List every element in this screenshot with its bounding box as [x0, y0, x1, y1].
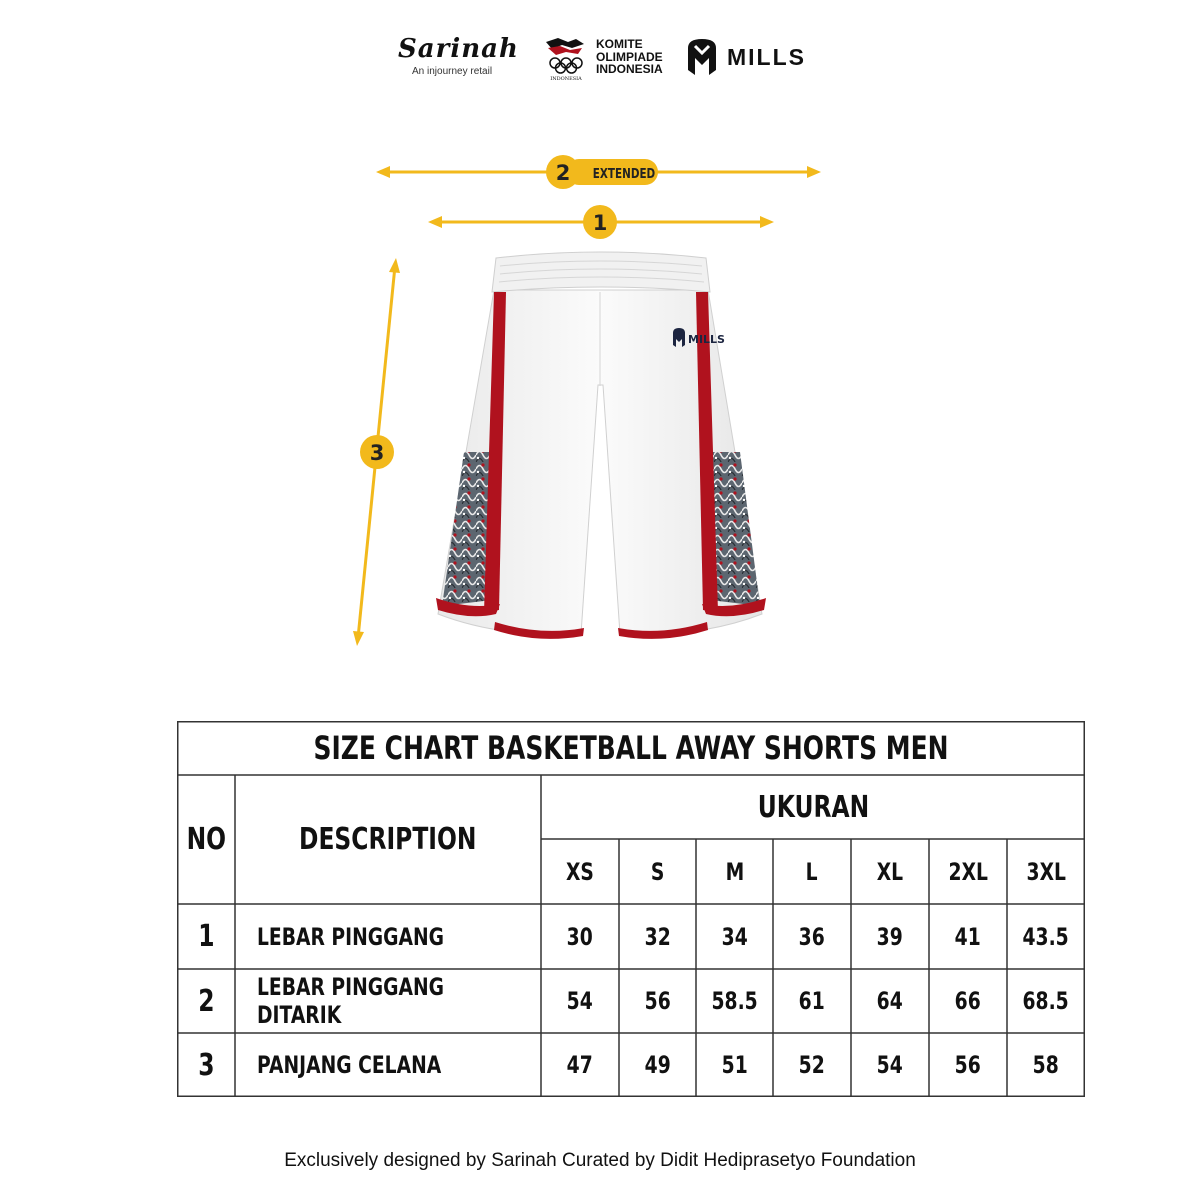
size-header-s — [619, 839, 696, 904]
size-label: S — [650, 857, 665, 886]
header-description-cell — [235, 775, 541, 904]
marker-1: 1 — [592, 211, 608, 235]
value-cell — [619, 969, 696, 1033]
mills-logo-text: MILLS — [727, 44, 806, 70]
value-text: 47 — [566, 1051, 594, 1079]
komite-line: INDONESIA — [596, 62, 663, 76]
value-text: 39 — [876, 922, 904, 951]
size-header-l — [773, 839, 851, 904]
value-cell — [851, 1033, 929, 1097]
value-text: 66 — [954, 987, 982, 1015]
row-description-text: PANJANG CELANA — [257, 1051, 442, 1079]
row-description — [257, 1033, 541, 1097]
value-cell — [929, 904, 1007, 969]
header-description: DESCRIPTION — [299, 822, 477, 857]
komite-line: OLIMPIADE — [596, 49, 663, 64]
value-text: 54 — [566, 987, 594, 1015]
row-number-text: 1 — [197, 919, 215, 954]
size-header-3xl — [1007, 839, 1085, 904]
row-description — [257, 969, 541, 1033]
row-description — [257, 904, 541, 969]
marker-2: 2 — [555, 161, 571, 185]
size-label: 3XL — [1026, 857, 1066, 886]
value-cell — [696, 1033, 773, 1097]
value-cell — [851, 969, 929, 1033]
size-header-xl — [851, 839, 929, 904]
value-cell — [619, 1033, 696, 1097]
value-text: 58.5 — [711, 987, 758, 1015]
row-number-text: 2 — [197, 983, 215, 1019]
value-text: 32 — [644, 922, 671, 951]
size-header-xs — [541, 839, 619, 904]
shorts-illustration — [436, 252, 766, 639]
size-label: M — [725, 857, 744, 886]
marker-3: 3 — [369, 441, 385, 465]
sarinah-tagline: An injourney retail — [412, 66, 493, 77]
komite-emblem-label: INDONESIA — [550, 76, 582, 82]
value-cell — [851, 904, 929, 969]
size-label: XS — [566, 857, 594, 886]
row-number — [177, 904, 235, 969]
sarinah-logo-text: Sarinah — [398, 34, 519, 64]
komite-line: KOMITE — [596, 37, 643, 51]
value-text: 52 — [798, 1051, 826, 1079]
value-text: 68.5 — [1022, 987, 1070, 1015]
value-cell — [773, 1033, 851, 1097]
value-cell — [696, 904, 773, 969]
value-text: 56 — [644, 987, 671, 1015]
value-cell — [541, 904, 619, 969]
header-ukuran-cell — [541, 775, 1085, 839]
value-cell — [619, 904, 696, 969]
value-text: 43.5 — [1022, 922, 1070, 951]
header-no: NO — [186, 822, 226, 857]
value-cell — [929, 969, 1007, 1033]
size-header-2xl — [929, 839, 1007, 904]
value-text: 49 — [644, 1051, 671, 1079]
size-chart-table — [177, 721, 1085, 1097]
length-measure — [353, 258, 400, 646]
value-text: 61 — [798, 987, 826, 1015]
value-text: 54 — [876, 1051, 904, 1079]
shorts-brand-text: MILLS — [688, 333, 725, 346]
size-chart-title-cell — [177, 721, 1085, 775]
value-text: 36 — [798, 922, 826, 951]
value-text: 58 — [1032, 1051, 1060, 1079]
value-text: 41 — [954, 922, 982, 951]
row-number-text: 3 — [197, 1047, 215, 1083]
waist-measure — [428, 205, 774, 239]
value-cell — [541, 1033, 619, 1097]
size-label: L — [806, 857, 818, 886]
value-cell — [773, 904, 851, 969]
value-cell — [773, 969, 851, 1033]
value-cell — [1007, 969, 1085, 1033]
value-cell — [1007, 904, 1085, 969]
value-text: 34 — [721, 922, 748, 951]
value-text: 64 — [876, 987, 904, 1015]
size-label: 2XL — [948, 857, 988, 886]
value-cell — [929, 1033, 1007, 1097]
size-header-m — [696, 839, 773, 904]
header-no-cell — [177, 775, 235, 904]
row-number — [177, 969, 235, 1033]
size-label: XL — [876, 857, 904, 886]
value-text: 30 — [566, 922, 594, 951]
value-text: 56 — [954, 1051, 982, 1079]
row-number — [177, 1033, 235, 1097]
value-cell — [1007, 1033, 1085, 1097]
size-chart-title: SIZE CHART BASKETBALL AWAY SHORTS MEN — [313, 729, 949, 767]
row-description-text: LEBAR PINGGANG — [257, 922, 445, 951]
extended-waist-measure — [376, 155, 821, 189]
header-ukuran: UKURAN — [757, 789, 869, 825]
footer-credit: Exclusively designed by Sarinah Curated by Didit Hediprasetyo Foundation — [284, 1150, 916, 1171]
value-text: 51 — [721, 1051, 748, 1079]
value-cell — [541, 969, 619, 1033]
extended-label: EXTENDED — [592, 165, 656, 182]
value-cell — [696, 969, 773, 1033]
row-description-text: LEBAR PINGGANG DITARIK — [257, 973, 445, 1029]
